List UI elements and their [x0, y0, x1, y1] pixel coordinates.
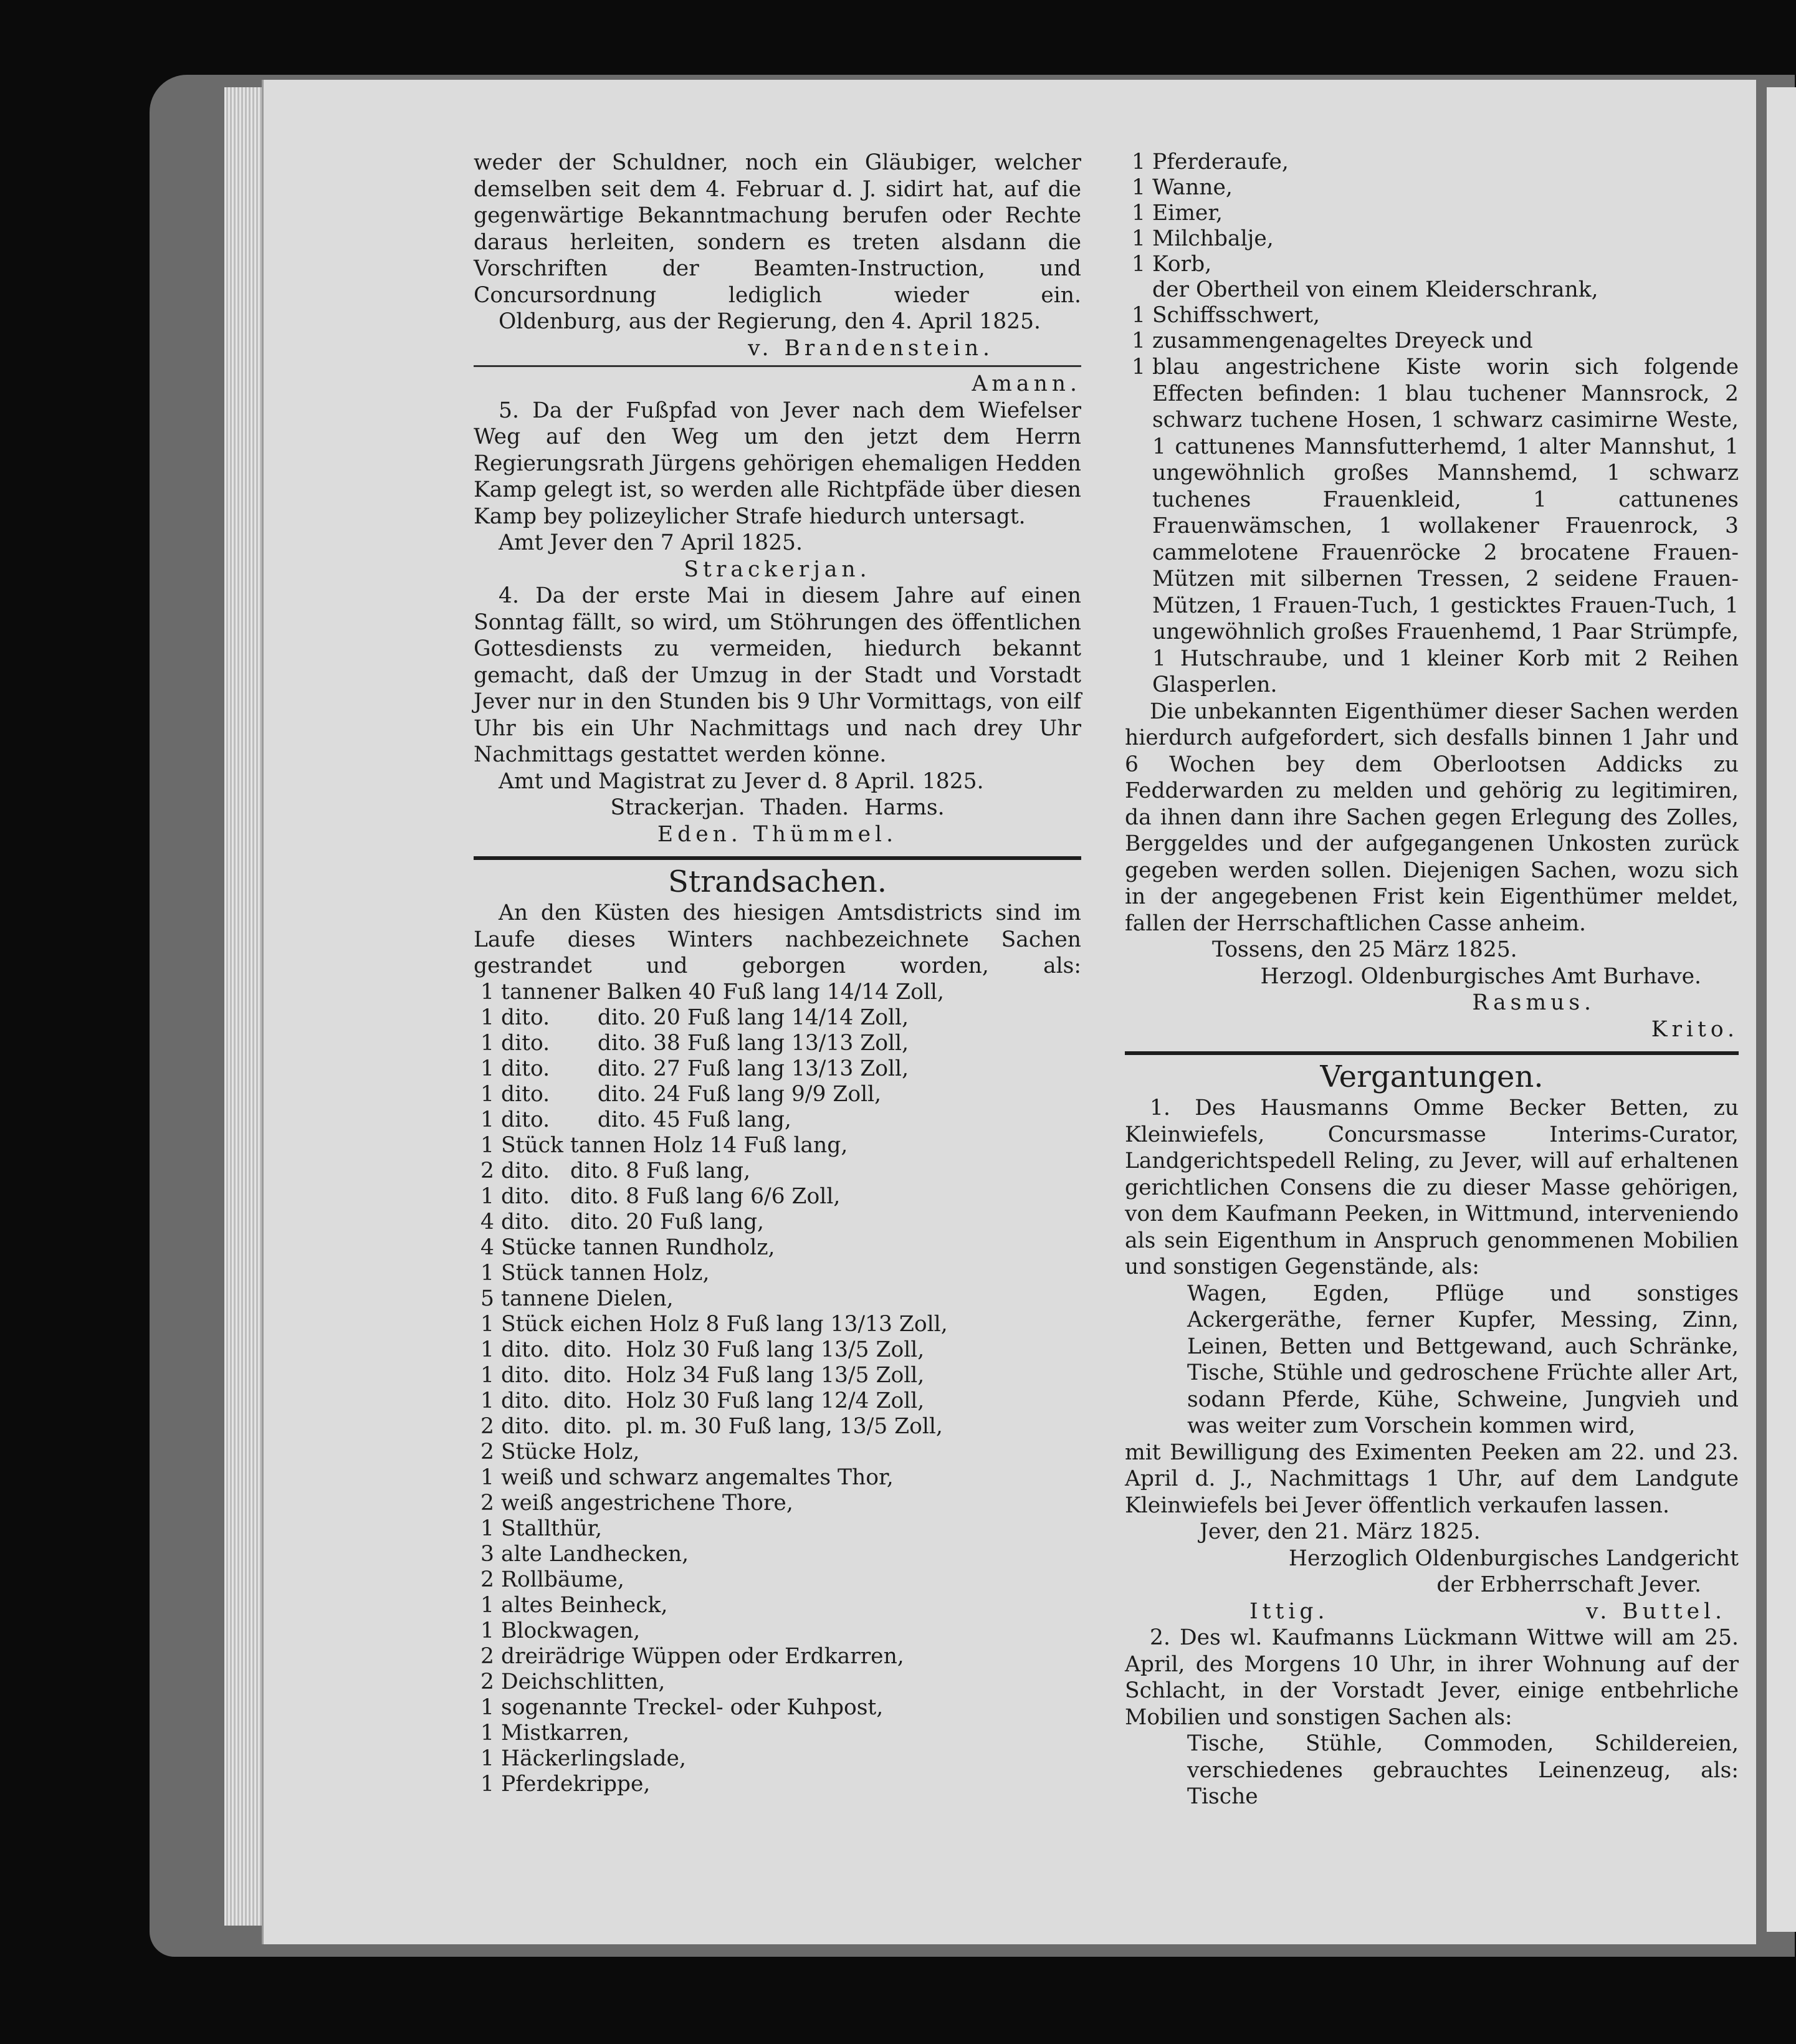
strandsachen-list	[474, 980, 1081, 1797]
vergantung-1-terms: mit Bewilligung des Eximenten Peeken am 22. und 23. April d. J., Nachmittags 1 Uhr, auf dem Landgute Kleinwiefels bei Jever öffentlich verkaufen lassen.	[1125, 1440, 1739, 1518]
item-description: dito. dito. 20 Fuß lang 14/14 Zoll,	[501, 1005, 909, 1030]
list-item	[1125, 252, 1739, 277]
item-description: weiß angestrichene Thore,	[501, 1490, 793, 1516]
list-item	[474, 1286, 1081, 1312]
item-quantity: 1	[480, 1056, 494, 1081]
box-item	[1125, 354, 1739, 699]
strandsachen-outro: Die unbekannten Eigenthümer dieser Sachen werden hierdurch aufgefordert, sich desfalls binnen 1 Jahr und 6 Wochen bey dem Oberlootsen Addicks zu Fedderwarden zu melden und gehörig zu legitimiren, da ihnen dann ihre Sachen gegen Erlegung des Zolles, Berggeldes und der aufgegangenen Unkosten zurück gegeben werden sollen. Diejenigen Sachen, wozu sich in der angegebenen Frist kein Eigenthümer meldet, fallen der Herrschaftlichen Casse anheim.	[1125, 699, 1739, 936]
item-description: Stücke Holz,	[501, 1439, 640, 1464]
vergantung-1-signature-left: Ittig.	[1249, 1598, 1329, 1624]
box-item-qty: 1	[1132, 355, 1145, 380]
item-description: weiß und schwarz angemaltes Thor,	[501, 1464, 894, 1490]
item-quantity: 1	[480, 1464, 494, 1490]
item-description: tannener Balken 40 Fuß lang 14/14 Zoll,	[501, 979, 944, 1005]
notice-5-signature: Strackerjan.	[684, 556, 871, 582]
item-quantity: 1	[480, 1720, 494, 1746]
item-description: Stücke tannen Rundholz,	[501, 1235, 775, 1260]
list-item	[1125, 175, 1739, 201]
notice-4-signatures-1: Strackerjan. Thaden. Harms.	[610, 795, 945, 820]
list-item	[474, 1107, 1081, 1133]
list-item	[474, 1516, 1081, 1542]
item-quantity: 4	[480, 1209, 494, 1235]
item-quantity: 5	[480, 1286, 494, 1311]
vergantung-1-items: Wagen, Egden, Pflüge und sonstiges Ackergeräthe, ferner Kupfer, Messing, Zinn, Leinen, Betten und Bettgewand, auch Schränke, Tische, Stühle und gedroschene Früchte aller Art, sodann Pferde, Kühe, Schweine, Jungvieh und was weiter zum Vorschein kommen wird,	[1187, 1281, 1739, 1438]
notice-4-signatures-2: Eden. Thümmel.	[657, 821, 898, 847]
item-quantity: 1	[480, 1362, 494, 1388]
item-description: Pferderaufe,	[1152, 150, 1289, 174]
item-quantity: 1	[1132, 150, 1145, 174]
intro-paragraph: weder der Schuldner, noch ein Gläubiger, welcher demselben seit dem 4. Februar d. J. sidirt hat, auf die gegenwärtige Bekanntmachung berufen oder Rechte daraus herleiten, sondern es treten alsdann die Vorschriften der Beamten-Instruction, und Concursordnung lediglich wieder ein.	[474, 150, 1081, 308]
item-description: zusammengenageltes Dreyeck und	[1152, 328, 1533, 353]
strandsachen-signature-2: Krito.	[1651, 1016, 1739, 1042]
item-description: Pferdekrippe,	[501, 1771, 651, 1797]
vergantung-1-court-2: der Erbherrschaft Jever.	[1436, 1572, 1701, 1597]
item-quantity: 1	[480, 1516, 494, 1541]
item-description: dito. dito. 24 Fuß lang 9/9 Zoll,	[501, 1081, 882, 1107]
list-item	[1125, 303, 1739, 328]
item-quantity: 1	[480, 1107, 494, 1132]
list-item	[1125, 226, 1739, 252]
notice-4: 4. Da der erste Mai in diesem Jahre auf einen Sonntag fällt, so wird, um Stöhrungen des öffentlichen Gottesdiensts zu vermeiden, hiedurch bekannt gemacht, daß der Umzug in der Stadt und Vorstadt Jever nur in den Stunden bis 9 Uhr Vormittags, von eilf Uhr bis ein Uhr Nachmittags und nach drey Uhr Nachmittags gestattet werden könne.	[474, 583, 1081, 767]
list-item	[474, 1005, 1081, 1031]
item-quantity: 1	[480, 1618, 494, 1643]
list-item	[474, 1695, 1081, 1721]
list-item	[474, 1261, 1081, 1286]
list-item	[474, 1184, 1081, 1210]
item-quantity: 1	[1132, 252, 1145, 277]
item-description: Rollbäume,	[501, 1567, 624, 1592]
item-description: dito. dito. 45 Fuß lang,	[501, 1107, 791, 1132]
item-quantity: 1	[480, 1183, 494, 1209]
item-description: dreirädrige Wüppen oder Erdkarren,	[501, 1643, 904, 1669]
item-description: Stück tannen Holz,	[501, 1260, 710, 1286]
notice-5: 5. Da der Fußpfad von Jever nach dem Wiefelser Weg auf den Weg um den jetzt dem Herrn Regierungsrath Jürgens gehörigen ehemaligen Hedden Kamp gelegt ist, so werden alle Richtpfäde über diesen Kamp bey polizeylicher Strafe hiedurch untersagt.	[474, 398, 1081, 529]
list-item	[474, 1465, 1081, 1491]
amann-signature: Amann.	[972, 371, 1081, 396]
item-description: Deichschlitten,	[501, 1669, 666, 1694]
list-item	[474, 1542, 1081, 1567]
item-quantity: 2	[480, 1669, 494, 1694]
vergantung-1-signatures	[1125, 1598, 1739, 1625]
item-quantity: 1	[480, 1746, 494, 1771]
list-item	[474, 1721, 1081, 1746]
item-description: Stück eichen Holz 8 Fuß lang 13/13 Zoll,	[501, 1311, 948, 1337]
item-quantity: 1	[480, 1771, 494, 1797]
intro-signature: v. Brandenstein.	[748, 335, 994, 361]
item-description: dito. dito. 8 Fuß lang 6/6 Zoll,	[501, 1183, 841, 1209]
list-item	[474, 1746, 1081, 1772]
item-description: Korb,	[1152, 252, 1212, 277]
vergantung-1-court-1: Herzoglich Oldenburgisches Landgericht	[1288, 1545, 1739, 1571]
item-quantity: 2	[480, 1490, 494, 1516]
strandsachen-signature-1: Rasmus.	[1472, 990, 1595, 1015]
vergantung-1: 1. Des Hausmanns Omme Becker Betten, zu Kleinwiefels, Concursmasse Interims-Curator, Landgerichtspedell Reling, zu Jever, will auf erhaltenen gerichtlichen Consens die zu dieser Masse gehörigen, von dem Kaufmann Peeken, in Wittmund, interveniendo als sein Eigenthum in Anspruch genommenen Mobilien und sonstigen Gegenstände, als:	[1125, 1096, 1739, 1279]
list-item	[474, 1593, 1081, 1618]
vergantungen-heading: Vergantungen.	[1320, 1059, 1544, 1094]
vergantung-2-items: Tische, Stühle, Commoden, Schildereien, verschiedenes gebrauchtes Leinenzeug, als: Tische	[1187, 1731, 1739, 1809]
item-quantity: 1	[480, 1337, 494, 1362]
item-description: dito. dito. Holz 30 Fuß lang 12/4 Zoll,	[501, 1388, 925, 1413]
item-description: dito. dito. pl. m. 30 Fuß lang, 13/5 Zoll,	[501, 1413, 943, 1439]
list-item	[1125, 150, 1739, 175]
list-item	[474, 1644, 1081, 1669]
item-description: alte Landhecken,	[501, 1541, 689, 1567]
item-description: Stück tannen Holz 14 Fuß lang,	[501, 1132, 848, 1158]
list-item	[1125, 201, 1739, 226]
item-quantity: 4	[480, 1235, 494, 1260]
item-description: Blockwagen,	[501, 1618, 641, 1643]
list-item	[474, 1312, 1081, 1337]
list-item	[474, 980, 1081, 1005]
list-item	[474, 1491, 1081, 1516]
item-quantity: 2	[480, 1413, 494, 1439]
item-quantity: 2	[480, 1643, 494, 1669]
list-item	[474, 1363, 1081, 1388]
item-description: dito. dito. Holz 30 Fuß lang 13/5 Zoll,	[501, 1337, 925, 1362]
item-description: dito. dito. 20 Fuß lang,	[501, 1209, 765, 1235]
item-quantity: 2	[480, 1567, 494, 1592]
item-quantity: 1	[480, 1388, 494, 1413]
left-column	[474, 150, 1081, 1797]
divider	[474, 365, 1081, 367]
item-quantity: 1	[480, 1311, 494, 1337]
item-description: sogenannte Treckel- oder Kuhpost,	[501, 1694, 884, 1720]
section-rule	[1125, 1051, 1739, 1055]
list-item	[1125, 328, 1739, 354]
item-quantity: 1	[480, 1694, 494, 1720]
list-item	[474, 1158, 1081, 1184]
item-description: Mistkarren,	[501, 1720, 629, 1746]
notice-5-place-date: Amt Jever den 7 April 1825.	[499, 530, 803, 555]
list-item	[474, 1337, 1081, 1363]
box-item-text: blau angestrichene Kiste worin sich folgende Effecten befinden: 1 blau tuchener Mannsrock, 2 schwarz tuchene Hosen, 1 schwarz casimirne Weste, 1 cattunenes Mannsfutterhemd, 1 alter Mannshut, 1 ungewöhnlich großes Mannshemd, 1 schwarz tuchenes Frauenkleid, 1 cattunenes Frauenwämschen, 1 wollakener Frauenrock, 3 cammelotene Frauenröcke 2 brocatene Frauen-Mützen mit silbernen Tressen, 2 seidene Frauen-Mützen, 1 Frauen-Tuch, 1 gesticktes Frauen-Tuch, 1 ungewöhnlich großes Frauenhemd, 1 Paar Strümpfe, 1 Hutschraube, und 1 kleiner Korb mit 2 Reihen Glasperlen.	[1152, 355, 1739, 697]
list-item	[474, 1082, 1081, 1107]
item-description: tannene Dielen,	[501, 1286, 674, 1311]
item-description: der Obertheil von einem Kleiderschrank,	[1152, 277, 1598, 302]
item-quantity: 1	[1132, 303, 1145, 328]
section-rule	[474, 856, 1081, 860]
item-description: dito. dito. 8 Fuß lang,	[501, 1158, 751, 1183]
list-item	[1125, 277, 1739, 303]
list-item	[474, 1056, 1081, 1082]
strandsachen-list-continued	[1125, 150, 1739, 354]
item-quantity: 1	[1132, 201, 1145, 226]
strandsachen-intro: An den Küsten des hiesigen Amtsdistricts sind im Laufe dieses Winters nachbezeichnete Sachen gestrandet und geborgen worden, als:	[474, 900, 1081, 978]
item-description: Häckerlingslade,	[501, 1746, 686, 1771]
item-quantity: 1	[1132, 328, 1145, 353]
item-quantity: 1	[480, 1592, 494, 1618]
list-item	[474, 1618, 1081, 1644]
vergantung-1-signature-right: v. Buttel.	[1585, 1598, 1726, 1624]
item-description: Eimer,	[1152, 201, 1223, 226]
item-quantity: 1	[480, 1260, 494, 1286]
item-quantity: 1	[480, 1030, 494, 1056]
item-description: Stallthür,	[501, 1516, 603, 1541]
list-item	[474, 1210, 1081, 1235]
item-quantity: 1	[480, 1081, 494, 1107]
item-description: dito. dito. 27 Fuß lang 13/13 Zoll,	[501, 1056, 909, 1081]
item-quantity: 2	[480, 1158, 494, 1183]
list-item	[474, 1772, 1081, 1797]
list-item	[474, 1133, 1081, 1158]
next-page-edge	[1767, 87, 1796, 1932]
list-item	[474, 1567, 1081, 1593]
list-item	[474, 1440, 1081, 1465]
item-quantity: 3	[480, 1541, 494, 1567]
item-quantity	[1125, 277, 1152, 303]
list-item	[474, 1414, 1081, 1440]
list-item	[474, 1031, 1081, 1056]
item-description: dito. dito. Holz 34 Fuß lang 13/5 Zoll,	[501, 1362, 925, 1388]
notice-4-place-date: Amt und Magistrat zu Jever d. 8 April. 1825.	[499, 768, 984, 794]
list-item	[474, 1235, 1081, 1261]
item-description: altes Beinheck,	[501, 1592, 668, 1618]
vergantung-2: 2. Des wl. Kaufmanns Lückmann Wittwe will am 25. April, des Morgens 10 Uhr, in ihrer Wohnung auf der Schlacht, in der Vorstadt Jever, einige entbehrliche Mobilien und sonstigen Sachen als:	[1125, 1625, 1739, 1730]
item-quantity: 1	[1132, 226, 1145, 251]
item-quantity: 1	[480, 979, 494, 1005]
item-description: dito. dito. 38 Fuß lang 13/13 Zoll,	[501, 1030, 909, 1056]
strandsachen-heading: Strandsachen.	[668, 864, 887, 899]
item-quantity: 2	[480, 1439, 494, 1464]
strandsachen-office: Herzogl. Oldenburgisches Amt Burhave.	[1260, 963, 1701, 989]
right-column	[1125, 150, 1739, 1810]
strandsachen-place-date: Tossens, den 25 März 1825.	[1212, 937, 1517, 962]
item-quantity: 1	[480, 1005, 494, 1030]
item-quantity: 1	[1132, 175, 1145, 200]
item-quantity: 1	[480, 1132, 494, 1158]
intro-place-date: Oldenburg, aus der Regierung, den 4. April 1825.	[499, 309, 1041, 334]
list-item	[474, 1669, 1081, 1695]
list-item	[474, 1388, 1081, 1414]
item-description: Wanne,	[1152, 175, 1233, 200]
page-edges	[224, 87, 262, 1926]
item-description: Schiffsschwert,	[1152, 303, 1320, 328]
vergantung-1-place-date: Jever, den 21. März 1825.	[1200, 1519, 1481, 1544]
item-description: Milchbalje,	[1152, 226, 1274, 251]
